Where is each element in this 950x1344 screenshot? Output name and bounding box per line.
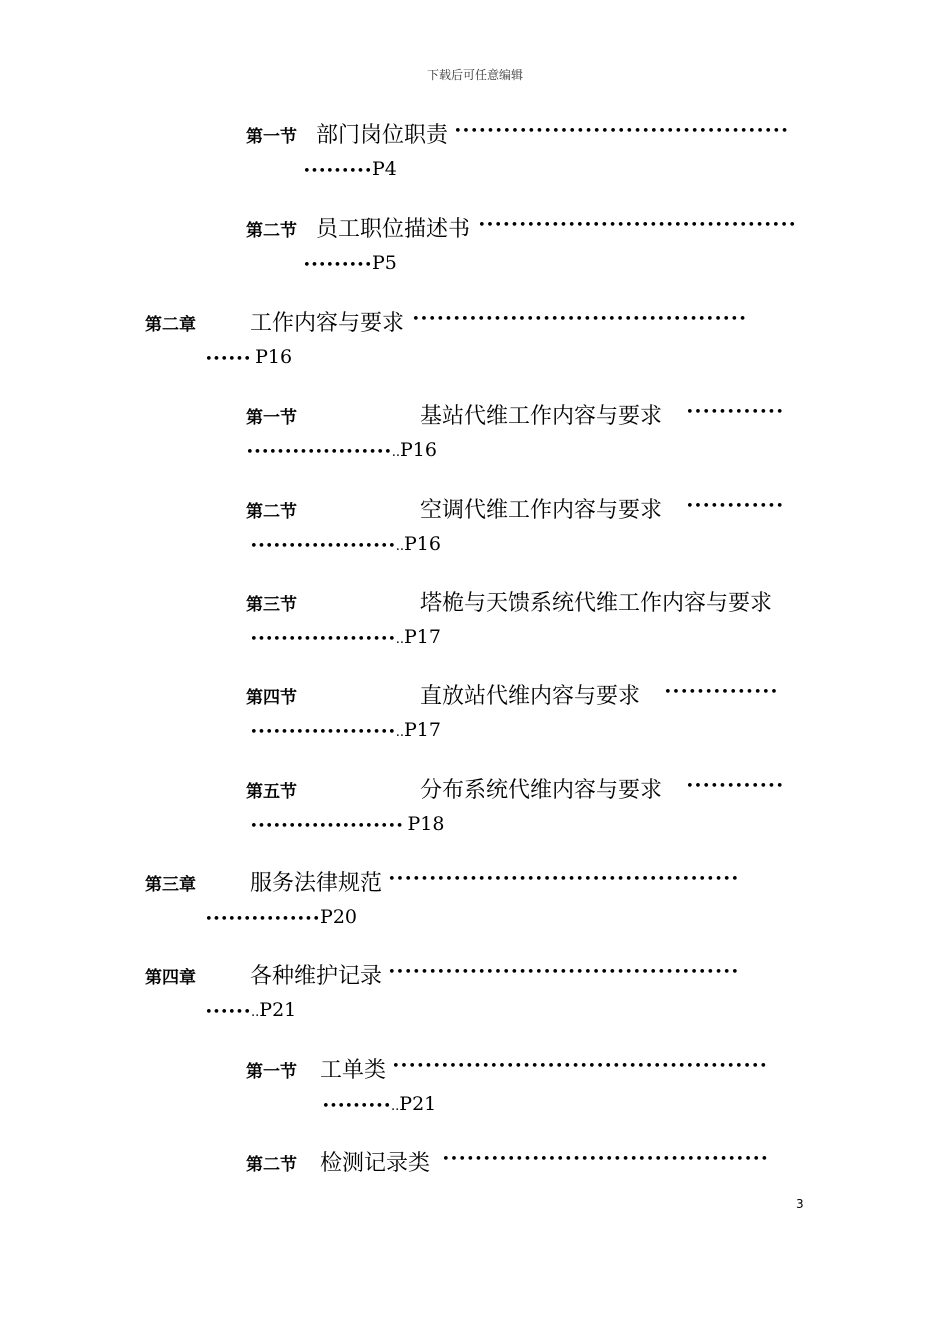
toc-continuation xyxy=(250,813,444,835)
toc-page-number: P20 xyxy=(320,906,357,928)
toc-entry[interactable] xyxy=(0,118,950,198)
toc-leader: ••••••••••••••••••••••••••••••••••••••••• xyxy=(412,312,747,327)
toc-page-number: P4 xyxy=(372,158,397,180)
toc-leader: •••••••••••••••••••• xyxy=(250,819,408,834)
toc-continuation xyxy=(250,533,441,555)
toc-label: 第二节 xyxy=(246,502,297,522)
toc-leader: •••••••••••••••••••.. xyxy=(250,725,404,740)
toc-continuation xyxy=(205,346,292,368)
toc-page-number: P21 xyxy=(399,1093,437,1115)
toc-label: 第二节 xyxy=(246,221,297,241)
toc-leader: •••••••••••••••••••••••••••••••••••••••• xyxy=(442,1152,769,1167)
toc-continuation xyxy=(205,999,296,1021)
toc-page-number: P5 xyxy=(372,252,397,274)
toc-continuation xyxy=(250,719,441,741)
toc-page-number: P16 xyxy=(255,346,293,368)
toc-leader: ••••••••• xyxy=(303,258,373,273)
toc-entry[interactable] xyxy=(0,1053,950,1133)
toc-entry[interactable] xyxy=(0,866,950,946)
toc-label: 第二章 xyxy=(145,315,196,335)
toc-entry[interactable] xyxy=(0,212,950,292)
toc-continuation xyxy=(250,626,441,648)
toc-entry[interactable] xyxy=(0,773,950,853)
toc-entry[interactable] xyxy=(0,1146,950,1226)
toc-continuation xyxy=(303,252,397,274)
toc-entry[interactable] xyxy=(0,586,950,666)
toc-entry[interactable] xyxy=(0,306,950,386)
toc-leader: •••••••••••••••••••••••••••••••••••••••••••••• xyxy=(392,1059,768,1074)
toc-leader: ••••••••••••••••••••••••••••••••••••••••• xyxy=(454,124,789,139)
toc-page-number: P16 xyxy=(403,533,441,555)
page-header: 下载后可任意编辑 xyxy=(426,68,523,82)
toc-title: 空调代维工作内容与要求 xyxy=(420,498,663,523)
toc-label: 第三节 xyxy=(246,595,297,615)
toc-title: 检测记录类 xyxy=(320,1151,431,1176)
toc-leader: •••••••••••• xyxy=(686,779,785,794)
toc-page-number: P21 xyxy=(259,999,297,1021)
page-number: 3 xyxy=(796,1197,804,1211)
toc-leader: •••••••••••••••••••.. xyxy=(250,632,404,647)
toc-leader: ••••••••••••••••••••••••••••••••••••••• xyxy=(478,218,797,233)
toc-title: 塔桅与天馈系统代维工作内容与要求 xyxy=(420,591,773,616)
toc-label: 第一节 xyxy=(246,408,297,428)
toc-leader: ••••••••••••••••••••••••••••••••••••••••••• xyxy=(388,872,740,887)
toc-page-number: P16 xyxy=(399,439,437,461)
toc-label: 第二节 xyxy=(246,1155,297,1175)
toc-entry[interactable] xyxy=(0,493,950,573)
toc-leader: ••••••••• xyxy=(303,164,373,179)
toc-leader: ••••••••••••••• xyxy=(205,912,321,927)
toc-title: 基站代维工作内容与要求 xyxy=(420,404,663,429)
toc-title: 工单类 xyxy=(320,1058,387,1083)
toc-label: 第一节 xyxy=(246,1062,297,1082)
toc-title: 服务法律规范 xyxy=(250,871,383,896)
toc-leader: •••••••••••••• xyxy=(664,685,779,700)
toc-continuation xyxy=(246,439,437,461)
toc-title: 部门岗位职责 xyxy=(316,123,449,148)
toc-leader: •••••••••••••••••••.. xyxy=(250,539,404,554)
toc-leader: ••••••••••••••••••••••••••••••••••••••••••• xyxy=(388,965,740,980)
toc-leader: ••••••.. xyxy=(205,1005,260,1020)
toc-leader: •••••• xyxy=(205,352,256,367)
toc-continuation xyxy=(303,158,397,180)
toc-label: 第三章 xyxy=(145,875,196,895)
toc-title: 直放站代维内容与要求 xyxy=(420,684,641,709)
toc-entry[interactable] xyxy=(0,679,950,759)
toc-title: 员工职位描述书 xyxy=(316,217,471,242)
toc-page-number: P17 xyxy=(403,626,441,648)
toc-label: 第五节 xyxy=(246,782,297,802)
toc-continuation xyxy=(322,1093,436,1115)
toc-continuation xyxy=(205,906,357,928)
toc-leader: •••••••••••••••••••.. xyxy=(246,445,400,460)
toc-entry[interactable] xyxy=(0,399,950,479)
toc-title: 各种维护记录 xyxy=(250,964,383,989)
toc-entry[interactable] xyxy=(0,959,950,1039)
toc-title: 分布系统代维内容与要求 xyxy=(420,778,663,803)
toc-leader: •••••••••••• xyxy=(686,405,785,420)
toc-page-number: P18 xyxy=(407,813,445,835)
toc-label: 第四章 xyxy=(145,968,196,988)
toc-page-number: P17 xyxy=(403,719,441,741)
toc-label: 第四节 xyxy=(246,688,297,708)
toc-title: 工作内容与要求 xyxy=(250,311,405,336)
toc-leader: •••••••••••• xyxy=(686,499,785,514)
toc-label: 第一节 xyxy=(246,127,297,147)
toc-leader: •••••••••.. xyxy=(322,1099,400,1114)
